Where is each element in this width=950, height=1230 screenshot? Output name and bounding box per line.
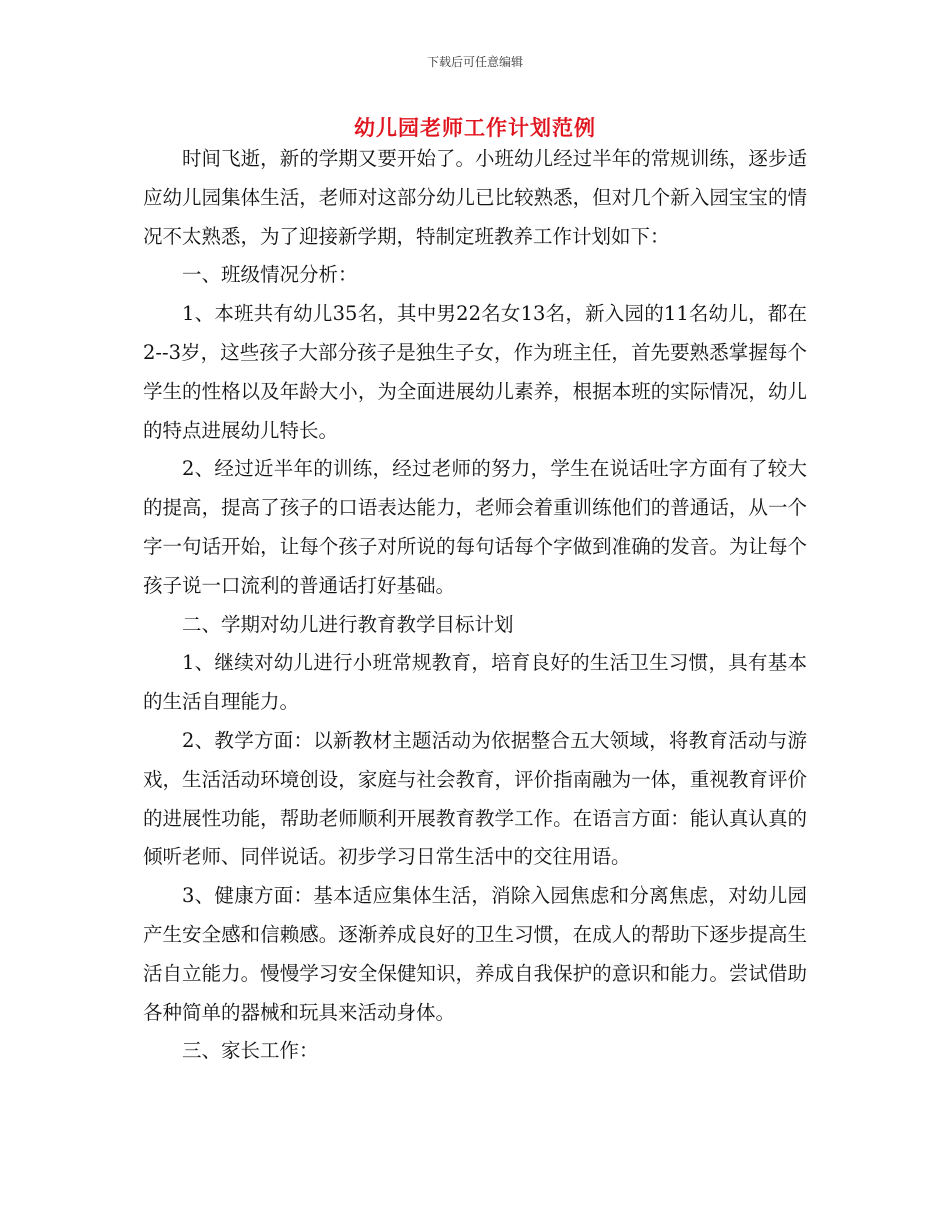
paragraph-health: 3、健康方面：基本适应集体生活，消除入园焦虑和分离焦虑，对幼儿园产生安全感和信赖感。逐渐养成良好的卫生习惯，在成人的帮助下逐步提高生活自立能力。慢慢学习安全保健知识，养成自我保护的意识和能力。尝试借助各种简单的器械和玩具来活动身体。 (143, 884, 807, 1024)
paragraph-intro: 时间飞逝，新的学期又要开始了。小班幼儿经过半年的常规训练，逐步适应幼儿园集体生活，老师对这部分幼儿已比较熟悉，但对几个新入园宝宝的情况不太熟悉，为了迎接新学期，特制定班教养工作计划如下： (143, 147, 807, 248)
paragraph-routine-education: 1、继续对幼儿进行小班常规教育，培育良好的生活卫生习惯，具有基本的生活自理能力。 (143, 651, 807, 714)
section-heading-teaching-goals: 二、学期对幼儿进行教育教学目标计划 (182, 612, 514, 636)
document-body (143, 140, 807, 1071)
paragraph-speech-training: 2、经过近半年的训练，经过老师的努力，学生在说话吐字方面有了较大的提高，提高了孩子的口语表达能力，老师会着重训练他们的普通话，从一个字一句话开始，让每个孩子对所说的每句话每个字做到准确的发音。为让每个孩子说一口流利的普通话打好基础。 (143, 457, 807, 597)
document-title: 幼儿园老师工作计划范例 (354, 115, 596, 140)
section-heading-class-analysis: 一、班级情况分析： (182, 263, 358, 287)
paragraph-teaching: 2、教学方面：以新教材主题活动为依据整合五大领域，将教育活动与游戏，生活活动环境创设，家庭与社会教育，评价指南融为一体，重视教育评价的进展性功能，帮助老师顺利开展教育教学工作。在语言方面：能认真认真的倾听老师、同伴说话。初步学习日常生活中的交往用语。 (143, 728, 807, 869)
section-heading-parent-work: 三、家长工作： (182, 1039, 319, 1063)
paragraph-class-size: 1、本班共有幼儿35名，其中男22名女13名，新入园的11名幼儿，都在2--3岁，这些孩子大部分孩子是独生子女，作为班主任，首先要熟悉掌握每个学生的性格以及年龄大小，为全面进展幼儿素养，根据本班的实际情况，幼儿的特点进展幼儿特长。 (143, 302, 807, 442)
header-note: 下载后可任意编辑 (426, 55, 523, 69)
